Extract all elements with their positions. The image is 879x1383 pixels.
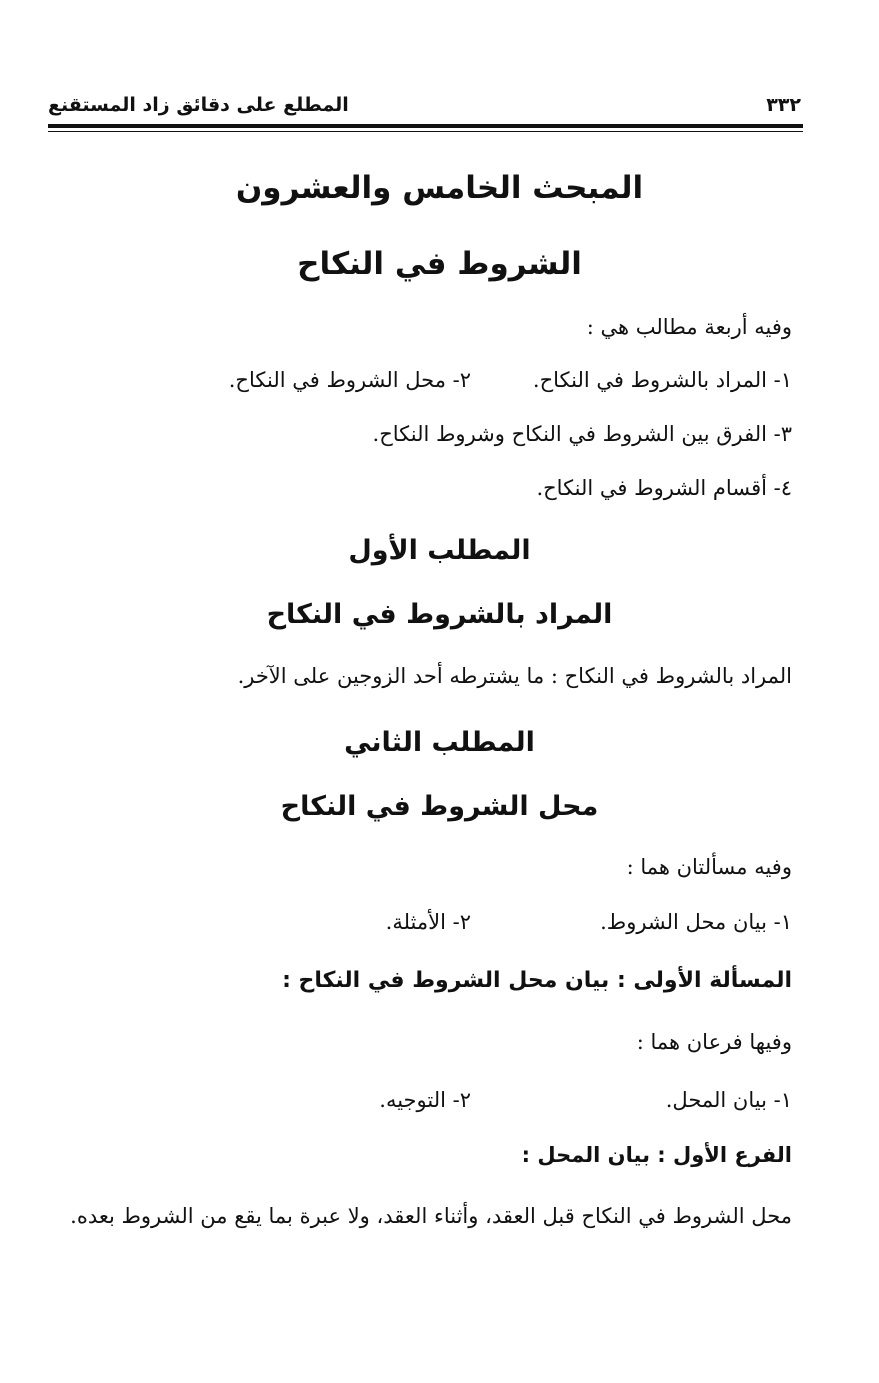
list-item-2: ٢- محل الشروط في النكاح. xyxy=(228,368,471,392)
matlab-2-title: المطلب الثاني xyxy=(344,727,535,758)
section-subtitle: الشروط في النكاح xyxy=(297,246,582,282)
list-item-4: ٤- أقسام الشروط في النكاح. xyxy=(536,476,792,500)
matlab-1-subtitle: المراد بالشروط في النكاح xyxy=(266,599,613,630)
list-item-1: ١- المراد بالشروط في النكاح. xyxy=(532,368,792,392)
list-item-3: ٣- الفرق بين الشروط في النكاح وشروط النكاح. xyxy=(372,422,792,446)
header-rule xyxy=(48,124,803,128)
matlab-1-text: المراد بالشروط في النكاح : ما يشترطه أحد الزوجين على الآخر. xyxy=(237,664,792,688)
masala-1-item-1: ١- بيان المحل. xyxy=(665,1088,792,1112)
matlab-2-item-2: ٢- الأمثلة. xyxy=(385,910,471,934)
masala-1-item-2: ٢- التوجيه. xyxy=(379,1088,471,1112)
matlab-2-subtitle: محل الشروط في النكاح xyxy=(280,791,599,822)
matlab-2-item-1: ١- بيان محل الشروط. xyxy=(600,910,792,934)
masala-1-title: المسألة الأولى : بيان محل الشروط في النكاح : xyxy=(282,968,792,993)
intro-text: وفيه أربعة مطالب هي : xyxy=(586,315,792,339)
book-title: المطلع على دقائق زاد المستقنع xyxy=(48,94,349,116)
section-title: المبحث الخامس والعشرون xyxy=(235,170,644,206)
header-rule-thin xyxy=(48,131,803,132)
masala-1-intro: وفيها فرعان هما : xyxy=(636,1030,792,1054)
matlab-1-title: المطلب الأول xyxy=(348,535,531,566)
matlab-2-intro: وفيه مسألتان هما : xyxy=(626,855,792,879)
running-header xyxy=(48,86,801,116)
far-1-paragraph: محل الشروط في النكاح قبل العقد، وأثناء العقد، ولا عبرة بما يقع من الشروط بعده. xyxy=(70,1204,792,1228)
far-1-title: الفرع الأول : بيان المحل : xyxy=(521,1143,792,1167)
page-number: ٣٣٢ xyxy=(766,94,801,116)
